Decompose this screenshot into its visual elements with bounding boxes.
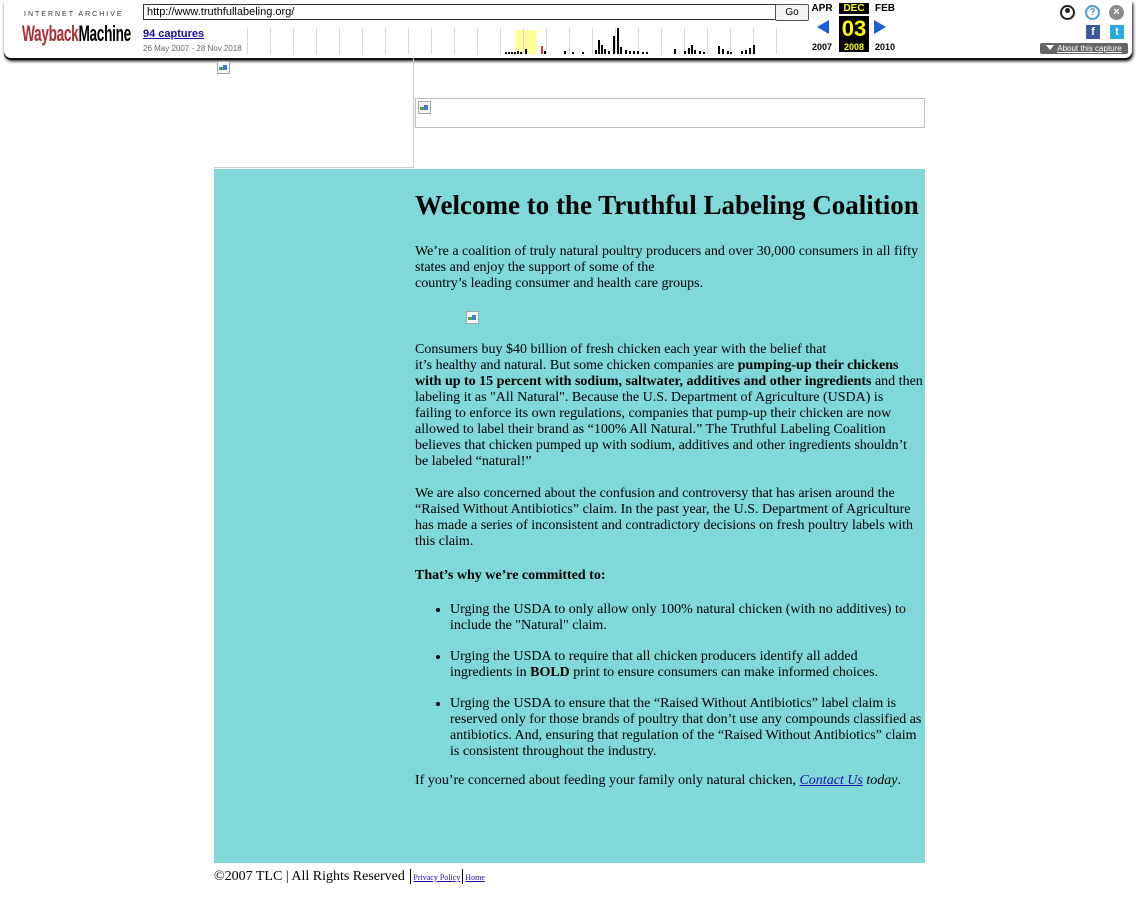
- sparkline-capture-bar: [730, 52, 732, 54]
- sparkline-capture-bar: [694, 50, 696, 54]
- sparkline-capture-bar: [608, 51, 610, 54]
- sparkline-capture-bar: [505, 52, 507, 54]
- banner-image: [415, 98, 925, 128]
- intro-paragraph: [415, 244, 923, 292]
- sparkline-capture-bar: [629, 51, 631, 54]
- sparkline-capture-bar: [703, 52, 705, 54]
- broken-image-icon: [216, 60, 230, 74]
- sparkline-year-divider: [385, 28, 386, 54]
- sparkline-year-divider: [730, 28, 731, 54]
- capture-sparkline[interactable]: [244, 26, 804, 54]
- sparkline-year-divider: [523, 28, 524, 54]
- sparkline-year-divider: [661, 28, 662, 54]
- sparkline-capture-bar: [541, 46, 543, 54]
- sparkline-capture-bar: [544, 51, 546, 54]
- sparkline-capture-bar: [745, 50, 747, 54]
- sparkline-capture-bar: [604, 49, 606, 54]
- wayback-logo-text-a: Wayback: [22, 21, 79, 46]
- inline-image: [465, 310, 923, 324]
- sparkline-capture-bar: [598, 40, 600, 54]
- twitter-icon[interactable]: t: [1110, 25, 1124, 39]
- help-icon[interactable]: ?: [1085, 5, 1100, 20]
- user-icon[interactable]: [1060, 5, 1075, 20]
- sparkline-capture-bar: [620, 47, 622, 54]
- captures-link[interactable]: 94 captures: [143, 28, 205, 40]
- current-day-label: 03: [839, 16, 869, 42]
- prev-capture-arrow-icon[interactable]: [817, 20, 829, 34]
- sodium-line-1: Consumers buy $40 billion of fresh chicken each year with the belief that: [415, 342, 827, 357]
- sparkline-year-divider: [707, 28, 708, 54]
- sparkline-year-divider: [592, 28, 593, 54]
- sparkline-year-divider: [293, 28, 294, 54]
- url-input[interactable]: http://www.truthfullabeling.org/: [143, 4, 776, 20]
- closing-period: .: [897, 773, 901, 788]
- sparkline-capture-bar: [688, 48, 690, 54]
- sparkline-capture-bar: [684, 51, 686, 54]
- sparkline-capture-bar: [741, 51, 743, 54]
- sparkline-year-divider: [362, 28, 363, 54]
- close-icon[interactable]: ×: [1109, 5, 1124, 20]
- sodium-paragraph: [415, 342, 923, 470]
- sparkline-year-divider: [454, 28, 455, 54]
- sparkline-capture-bar: [637, 51, 639, 54]
- sodium-text-a: it’s healthy and natural. But some chicken companies are: [415, 358, 738, 373]
- sparkline-capture-bar: [520, 52, 522, 54]
- broken-image-icon: [417, 100, 431, 114]
- sparkline-capture-bar: [525, 49, 527, 54]
- sparkline-capture-bar: [753, 45, 755, 54]
- sparkline-year-divider: [546, 28, 547, 54]
- about-capture-label: About this capture: [1057, 44, 1122, 53]
- wayback-toolbar: [4, 0, 1132, 58]
- about-capture-button[interactable]: [1040, 43, 1128, 54]
- pledge-item: [450, 649, 923, 681]
- footer: [214, 869, 485, 885]
- facebook-icon[interactable]: f: [1086, 25, 1100, 39]
- sparkline-capture-bar: [508, 52, 510, 54]
- sparkline-capture-bar: [613, 36, 615, 54]
- current-year-label: 2008: [839, 42, 869, 52]
- pledge-item: • Urging the USDA to only allow only 100% natural chicken (with no additives) to include the "Natural" claim.: [450, 602, 923, 634]
- sparkline-capture-bar: [511, 52, 513, 54]
- sodium-text-b: and then labeling it as "All Natural". Because the U.S. Department of Agriculture (USDA) is failing to enforce its own regulations, companies that pump-up their chicken are now allowed to label their brand as “100% All Natural.” The Truthful Labeling Coalition believes that chicken pumped up with sodium, additives and other ingredients shouldn’t be labeled “natural!”: [415, 374, 923, 469]
- sparkline-year-divider: [339, 28, 340, 54]
- pledge-2-bold: BOLD: [530, 665, 570, 680]
- wayback-logo-text-b: Machine: [78, 21, 131, 46]
- current-month-label: DEC: [839, 3, 869, 14]
- go-button[interactable]: Go: [775, 4, 809, 21]
- pledge-2-text-b: print to ensure consumers can make informed choices.: [569, 665, 879, 680]
- sparkline-capture-bar: [642, 52, 644, 54]
- contact-us-link[interactable]: Contact Us: [799, 773, 863, 788]
- closing-today: today: [866, 773, 898, 788]
- sparkline-year-divider: [615, 28, 616, 54]
- privacy-policy-link[interactable]: Privacy Policy: [413, 873, 461, 882]
- sparkline-capture-bar: [699, 51, 701, 54]
- pledge-list: [415, 602, 923, 760]
- sparkline-capture-bar: [727, 51, 729, 54]
- next-capture-arrow-icon[interactable]: [874, 20, 886, 34]
- copyright-text: ©2007 TLC | All Rights Reserved: [214, 869, 405, 884]
- sparkline-capture-bar: [625, 50, 627, 54]
- sparkline-year-divider: [247, 28, 248, 54]
- dropdown-triangle-icon: [1046, 45, 1054, 50]
- prev-month-label[interactable]: APR: [811, 3, 833, 14]
- sparkline-capture-bar: [722, 49, 724, 54]
- sparkline-capture-bar: [572, 52, 574, 54]
- closing-text: If you’re concerned about feeding your family only natural chicken,: [415, 773, 800, 788]
- sparkline-capture-bar: [633, 51, 635, 54]
- sparkline-year-divider: [569, 28, 570, 54]
- main-content-panel: [214, 169, 925, 863]
- sparkline-year-divider: [316, 28, 317, 54]
- sparkline-capture-bar: [595, 50, 597, 54]
- next-year-label[interactable]: 2010: [874, 42, 896, 52]
- sparkline-capture-bar: [674, 49, 676, 54]
- pledge-2-text-a: Urging the USDA to require that all chicken producers identify all added ingredients in: [450, 649, 858, 680]
- wayback-logo[interactable]: [14, 6, 132, 48]
- sodium-bold-text: pumping-up their chickens with up to 15 percent with sodium, saltwater, additives and other ingredients: [415, 358, 899, 389]
- sparkline-capture-bar: [564, 51, 566, 54]
- prev-year-label[interactable]: 2007: [811, 42, 833, 52]
- sparkline-capture-bar: [617, 28, 619, 54]
- intro-line-1: We’re a coalition of truly natural poultry producers and over 30,000 consumers in all fifty states and enjoy the support of some of the: [415, 244, 919, 275]
- sparkline-capture-bar: [517, 51, 519, 54]
- main-text-column: [415, 189, 923, 789]
- sparkline-year-divider: [431, 28, 432, 54]
- sparkline-capture-bar: [514, 52, 516, 54]
- antibiotics-paragraph: We are also concerned about the confusion and controversy that has arisen around the “Raised Without Antibiotics” claim. In the past year, the U.S. Department of Agriculture has made a series of inconsistent and contradictory decisions on fresh poultry labels with this claim.: [415, 486, 914, 549]
- wayback-logo-top: INTERNET ARCHIVE: [24, 11, 124, 18]
- next-month-label[interactable]: FEB: [875, 3, 895, 14]
- sparkline-year-divider: [270, 28, 271, 54]
- sparkline-capture-bar: [646, 52, 648, 54]
- sparkline-year-divider: [477, 28, 478, 54]
- sparkline-year-divider: [500, 28, 501, 54]
- sparkline-capture-bar: [691, 45, 693, 54]
- sparkline-capture-bar: [718, 46, 720, 54]
- capture-date-range: 26 May 2007 - 28 Nov 2018: [143, 44, 242, 53]
- sparkline-year-divider: [408, 28, 409, 54]
- broken-image-icon: [465, 310, 479, 324]
- sparkline-year-divider: [776, 28, 777, 54]
- home-link[interactable]: Home: [465, 873, 485, 882]
- sparkline-capture-bar: [749, 48, 751, 54]
- committed-heading: That’s why we’re committed to:: [415, 568, 606, 583]
- intro-line-2: country’s leading consumer and health care groups.: [415, 276, 704, 291]
- wayback-logo-text: [22, 21, 131, 47]
- page-title: Welcome to the Truthful Labeling Coalition: [415, 190, 919, 220]
- sparkline-capture-bar: [601, 45, 603, 54]
- sparkline-capture-bar: [582, 52, 584, 54]
- logo-image-cell: [214, 58, 414, 168]
- closing-paragraph: [415, 773, 923, 789]
- pledge-item: • Urging the USDA to ensure that the “Raised Without Antibiotics” label claim is reserved only for those brands of poultry that don’t use any compounds classified as antibiotics. And, ensuring that regulation of the “Raised Without Antibiotics” claim is consistent throughout the industry.: [450, 696, 923, 760]
